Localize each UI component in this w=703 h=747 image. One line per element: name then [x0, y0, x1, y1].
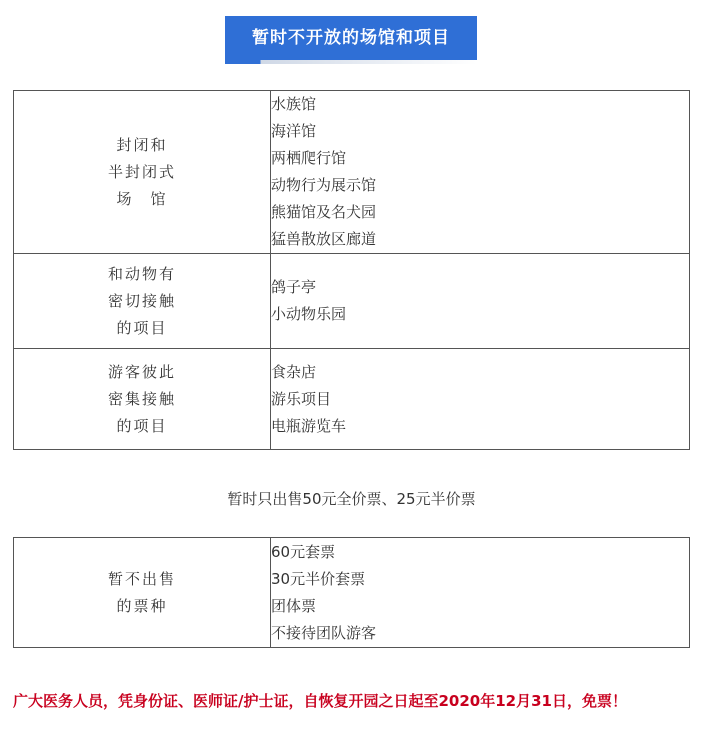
list-item: 团体票 [271, 596, 317, 615]
table-row [14, 538, 690, 648]
category-cell [14, 349, 271, 450]
list-item: 两栖爬行馆 [271, 149, 347, 167]
category-line: 的票种 [116, 596, 168, 615]
category-cell [14, 254, 271, 349]
category-line: 密集接触 [107, 389, 176, 408]
list-item: 30元半价套票 [271, 569, 366, 588]
category-line: 封闭和 [116, 135, 168, 154]
items-cell [271, 349, 690, 450]
list-item: 鸽子亭 [271, 278, 317, 296]
section-title-banner: 暂时不开放的场馆和项目 [225, 16, 477, 60]
table-row [14, 349, 690, 450]
list-item: 电瓶游览车 [271, 416, 347, 435]
category-cell [14, 91, 271, 254]
items-cell [271, 91, 690, 254]
medical-staff-notice: 广大医务人员，凭身份证、医师证/护士证，自恢复开园之日起至2020年12月31日，免票！ [13, 692, 627, 710]
category-line: 的项目 [116, 318, 168, 337]
list-item: 食杂店 [271, 362, 317, 381]
category-line: 暂不出售 [107, 569, 176, 588]
table-row [14, 91, 690, 254]
ticket-types-table [13, 537, 690, 648]
banner-underline [225, 60, 477, 64]
list-item: 小动物乐园 [271, 305, 347, 323]
list-item: 熊猫馆及名犬园 [271, 203, 377, 221]
category-line: 游客彼此 [107, 362, 176, 381]
category-line: 的项目 [116, 416, 168, 435]
list-item: 猛兽散放区廊道 [271, 230, 377, 248]
table-row [14, 254, 690, 349]
category-line: 场 馆 [116, 189, 168, 208]
ticket-sale-note: 暂时只出售50元全价票、25元半价票 [227, 490, 476, 508]
category-cell [14, 538, 271, 648]
category-line: 半封闭式 [107, 162, 176, 181]
list-item: 动物行为展示馆 [271, 176, 377, 194]
category-line: 和动物有 [107, 264, 176, 283]
list-item: 游乐项目 [271, 389, 332, 408]
list-item: 海洋馆 [271, 122, 317, 140]
closed-venues-table [13, 90, 690, 450]
category-line: 密切接触 [107, 291, 176, 310]
items-cell [271, 538, 690, 648]
list-item: 60元套票 [271, 542, 336, 561]
list-item: 不接待团队游客 [271, 623, 377, 642]
list-item: 水族馆 [271, 95, 317, 113]
items-cell [271, 254, 690, 349]
